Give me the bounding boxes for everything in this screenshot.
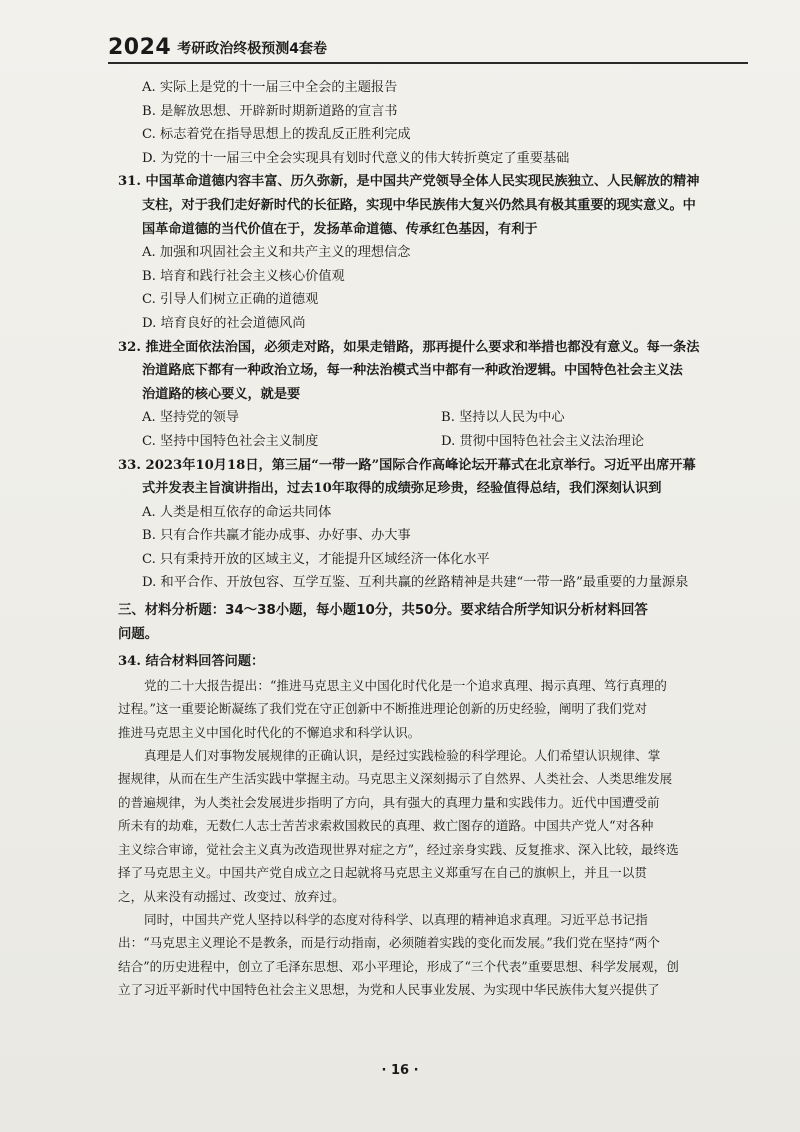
question-31-stem-2: 支柱，对于我们走好新时代的长征路，实现中华民族伟大复兴仍然具有极其重要的现实意义。中 bbox=[142, 197, 696, 213]
section-3-line-1: 三、材料分析题：34～38小题，每小题10分，共50分。要求结合所学知识分析材料回答 bbox=[118, 603, 648, 619]
material-paragraph-1 bbox=[118, 674, 740, 744]
question-34-material bbox=[118, 674, 740, 1002]
question-32-stem-3: 治道路的核心要义，就是要 bbox=[142, 386, 301, 402]
option-31-c: C. 引导人们树立正确的道德观 bbox=[142, 292, 319, 308]
material-line: 推进马克思主义中国化时代化的不懈追求和科学认识。 bbox=[118, 724, 421, 740]
page-content bbox=[118, 76, 740, 1002]
option-30-a: A. 实际上是党的十一届三中全会的主题报告 bbox=[142, 80, 398, 95]
header-title: 考研政治终极预测4套卷 bbox=[177, 41, 327, 57]
material-line: 真理是人们对事物发展规律的正确认识，是经过实践检验的科学理论。人们希望认识规律、掌 bbox=[144, 748, 661, 764]
question-30-options bbox=[118, 76, 740, 170]
question-34-head: 34. 结合材料回答问题： bbox=[118, 654, 265, 670]
question-32-stem-1: 32. 推进全面依法治国，必须走对路，如果走错路，那再提什么要求和举措也都没有意义。每一条法 bbox=[118, 339, 700, 355]
question-32 bbox=[118, 336, 740, 454]
option-32-a: A. 坚持党的领导 bbox=[142, 410, 240, 426]
question-33-stem-2: 式并发表主旨演讲指出，过去10年取得的成绩弥足珍贵，经验值得总结，我们深刻认识到 bbox=[142, 481, 662, 497]
material-line: 握规律，从而在生产生活实践中掌握主动。马克思主义深刻揭示了自然界、人类社会、人类思维发展 bbox=[118, 771, 673, 787]
option-32-c: C. 坚持中国特色社会主义制度 bbox=[142, 433, 319, 449]
header-divider bbox=[108, 62, 748, 64]
option-33-a: A. 人类是相互依存的命运共同体 bbox=[142, 504, 332, 520]
option-31-d: D. 培育良好的社会道德风尚 bbox=[142, 315, 306, 331]
material-paragraph-3 bbox=[118, 908, 740, 1002]
option-33-b: B. 只有合作共赢才能办成事、办好事、办大事 bbox=[142, 528, 411, 544]
section-3-line-2: 问题。 bbox=[118, 626, 159, 642]
material-paragraph-2 bbox=[118, 744, 740, 908]
header-year: 2024 bbox=[108, 35, 172, 60]
question-32-stem-2: 治道路底下都有一种政治立场，每一种法治模式当中都有一种政治逻辑。中国特色社会主义法 bbox=[142, 363, 683, 379]
option-33-c: C. 只有秉持开放的区域主义，才能提升区域经济一体化水平 bbox=[142, 551, 490, 567]
option-31-b: B. 培育和践行社会主义核心价值观 bbox=[142, 268, 345, 284]
option-30-b: B. 是解放思想、开辟新时期新道路的宣言书 bbox=[142, 103, 398, 119]
option-row-32-cd bbox=[118, 430, 740, 454]
question-33-stem-1: 33. 2023年10月18日，第三届“一带一路”国际合作高峰论坛开幕式在北京举行。习近平出席开幕 bbox=[118, 457, 696, 473]
page-number: · 16 · bbox=[381, 1063, 419, 1078]
material-line: 同时，中国共产党人坚持以科学的态度对待科学、以真理的精神追求真理。习近平总书记指 bbox=[144, 911, 648, 927]
material-line: 立了习近平新时代中国特色社会主义思想，为党和人民事业发展、为实现中华民族伟大复兴提供了 bbox=[118, 982, 660, 998]
option-row-32-ab bbox=[118, 406, 740, 430]
material-line: 择了马克思主义。中国共产党自成立之日起就将马克思主义郑重写在自己的旗帜上，并且一以贯 bbox=[118, 865, 647, 881]
option-31-a: A. 加强和巩固社会主义和共产主义的理想信念 bbox=[142, 245, 411, 261]
option-30-d: D. 为党的十一届三中全会实现具有划时代意义的伟大转折奠定了重要基础 bbox=[142, 150, 570, 166]
option-32-b: B. 坚持以人民为中心 bbox=[441, 410, 565, 426]
material-line: 所未有的劫难，无数仁人志士苦苦求索救国救民的真理、救亡图存的道路。中国共产党人“对各种 bbox=[118, 818, 654, 834]
question-33 bbox=[118, 454, 740, 596]
question-34 bbox=[118, 650, 740, 1001]
material-line: 党的二十大报告提出：“推进马克思主义中国化时代化是一个追求真理、揭示真理、笃行真理的 bbox=[144, 677, 667, 693]
option-32-d: D. 贯彻中国特色社会主义法治理论 bbox=[441, 433, 645, 449]
section-3-heading bbox=[118, 599, 740, 646]
material-line: 结合”的历史进程中，创立了毛泽东思想、邓小平理论，形成了“三个代表”重要思想、科学发展观，创 bbox=[118, 958, 679, 974]
material-line: 主义综合审谛，觉社会主义真为改造现世界对症之方”，经过亲身实践、反复推求、深入比较，最终选 bbox=[118, 841, 679, 857]
option-33-d: D. 和平合作、开放包容、互学互鉴、互利共赢的丝路精神是共建“一带一路”最重要的力量源泉 bbox=[142, 575, 689, 591]
question-31 bbox=[118, 170, 740, 335]
material-line: 出：“马克思主义理论不是教条，而是行动指南，必须随着实践的变化而发展。”我们党在坚持“两个 bbox=[118, 935, 660, 951]
option-30-c: C. 标志着党在指导思想上的拨乱反正胜利完成 bbox=[142, 127, 411, 143]
material-line: 过程。”这一重要论断凝练了我们党在守正创新中不断推进理论创新的历史经验，阐明了我们党对 bbox=[118, 701, 648, 717]
question-31-stem-1: 31. 中国革命道德内容丰富、历久弥新，是中国共产党领导全体人民实现民族独立、人民解放的精神 bbox=[118, 174, 700, 190]
material-line: 之，从来没有动摇过、改变过、放弃过。 bbox=[118, 888, 345, 904]
material-line: 的普遍规律，为人类社会发展进步指明了方向，具有强大的真理力量和实践伟力。近代中国遭受前 bbox=[118, 794, 660, 810]
question-31-stem-3: 国革命道德的当代价值在于，发扬革命道德、传承红色基因，有利于 bbox=[142, 221, 538, 237]
page-header bbox=[108, 30, 748, 60]
